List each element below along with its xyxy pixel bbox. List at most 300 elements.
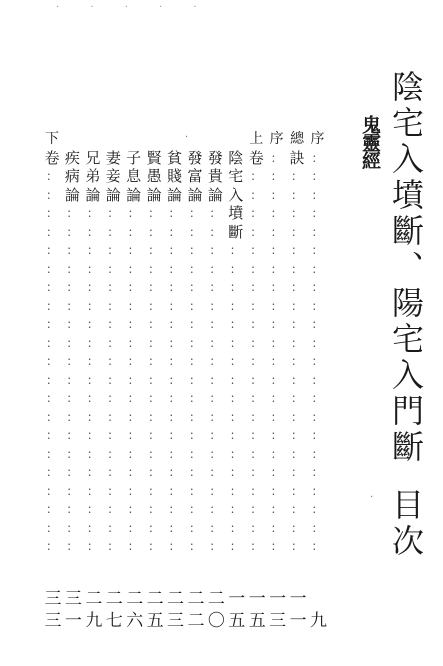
leader-dot: ： [45,243,58,257]
leader-dot: ： [66,539,79,553]
leader-dot: ： [270,354,283,368]
toc-cell [328,167,348,186]
page-number-digit: 七 [105,611,121,631]
leader-dot: ： [107,502,120,516]
leader-dot: ： [250,317,263,331]
leader-dot: ： [168,446,181,461]
leader-dot: ： [148,280,161,294]
leader-dot [328,426,348,445]
toc-cell: ： [66,224,79,239]
leader-dot: ： [66,335,79,350]
scan-noise: · · · · · [56,2,211,13]
leader-dot: ： [45,354,58,368]
leader-dot: ： [250,409,263,424]
leader-dot: ： [229,354,242,368]
toc-row [42,186,348,205]
leader-dot: ： [168,243,181,257]
toc-leader-row [42,315,348,334]
leader-dot: ： [148,317,161,331]
leader-dot: ： [291,335,304,350]
leader-dot: ： [188,372,201,387]
title-char: 陽 [387,286,425,322]
leader-dot: ： [311,261,324,276]
leader-dot: ： [188,465,201,479]
leader-dot: ： [291,391,304,405]
toc-cell: 序 [310,131,325,147]
page-number-digit: 三 [269,611,285,631]
toc-cell: 愚 [146,167,162,185]
title-char: 陰 [387,70,425,106]
leader-dot: ： [127,243,140,257]
page-number-digit: 九 [309,611,325,631]
toc-cell [124,130,144,149]
leader-dot: ： [209,409,222,424]
leader-dot: ： [209,298,222,313]
leader-dot: ： [45,502,58,516]
leader-dot: ： [168,261,181,276]
leader-dot: ： [270,539,283,553]
leader-dot: ： [86,428,99,442]
leader-dot: ： [168,483,181,498]
leader-dot: ： [229,409,242,424]
leader-dot: ： [270,483,283,498]
leader-dot: ： [188,502,201,516]
leader-dot: ： [148,298,161,313]
page-number-digit: 一 [228,589,244,609]
toc-cell: ： [45,224,58,239]
page-number-digit: 二 [207,589,223,609]
toc-cell: 論 [207,185,223,204]
leader-dot [328,315,348,334]
toc-leader-row [42,260,348,279]
toc-leader-row [42,297,348,316]
leader-dot: ： [168,354,181,368]
leader-dot: ： [229,335,242,350]
toc-cell: ： [250,224,263,239]
leader-dot: ： [209,280,222,294]
leader-dot: ： [188,428,201,442]
leader-dot: ： [188,335,201,350]
page-number-digit: 二 [105,589,121,609]
toc-cell: 卷 [44,148,60,167]
toc-cell: 子 [126,148,142,167]
leader-dot: ： [127,465,140,479]
leader-dot: ： [209,465,222,479]
leader-dot: ： [229,539,242,553]
title-char: 宅 [387,322,425,358]
leader-dot: ： [45,280,58,294]
toc-cell: ： [291,224,304,239]
leader-dot: ： [168,372,181,387]
leader-dot: ： [188,483,201,498]
leader-dot: ： [107,298,120,313]
leader-dot: ： [107,465,120,479]
toc-cell: 疾 [64,148,80,167]
chapter-title [387,70,429,560]
leader-dot: ： [250,335,263,350]
toc-cell: ： [311,187,324,202]
leader-dot: ： [311,446,324,461]
toc-cell: ： [45,169,58,183]
leader-dot: ： [86,317,99,331]
toc-cell: 發 [207,148,223,167]
leader-dot: ： [127,428,140,442]
leader-dot: ： [188,261,201,276]
toc-cell: ： [270,150,283,165]
title-char: 次 [387,524,425,560]
toc-cell [328,149,348,168]
leader-dot: ： [86,520,99,535]
leader-dot: ： [229,243,242,257]
toc-cell: ： [270,187,283,202]
leader-dot: ： [311,372,324,387]
leader-dot: ： [86,502,99,516]
page-number-digit: 三 [167,611,183,631]
leader-dot: ： [250,502,263,516]
leader-dot: ： [148,520,161,535]
toc-cell: 下 [45,131,59,147]
leader-dot: ： [45,261,58,276]
toc-cell: ： [311,206,324,220]
toc-leader-row [42,334,348,353]
toc-cell [328,223,348,242]
leader-dot: ： [270,335,283,350]
leader-dot: ： [291,539,304,553]
leader-dot [328,408,348,427]
toc-leader-row [42,500,348,519]
leader-dot: ： [291,465,304,479]
page-number-digit: 五 [228,611,244,631]
leader-dot: ： [107,261,120,276]
title-char: 目 [387,488,425,524]
leader-dot: ： [45,539,58,553]
leader-dot: ： [45,391,58,405]
leader-dot: ： [291,298,304,313]
leader-dot: ： [188,243,201,257]
toc-cell [226,130,246,149]
leader-dot: ： [107,409,120,424]
leader-dot: ： [127,317,140,331]
title-char: 、 [387,250,425,286]
leader-dot [328,297,348,316]
book-title: 鬼靈經 [359,115,381,169]
leader-dot: ： [209,354,222,368]
leader-dot: ： [311,280,324,294]
leader-dot: ： [270,465,283,479]
toc-cell: ： [168,224,181,239]
leader-dot: ： [148,354,161,368]
leader-dot: ： [270,446,283,461]
page-number-digit: 二 [126,589,142,609]
toc-cell: ： [148,206,161,220]
toc-cell [62,130,82,149]
leader-dot: ： [229,317,242,331]
leader-dot: ： [291,409,304,424]
leader-dot: ： [311,539,324,553]
page-number-digit: 二 [187,611,203,631]
leader-dot: ： [66,428,79,442]
leader-dot [328,241,348,260]
leader-dot: ： [86,391,99,405]
leader-dot: ： [250,520,263,535]
leader-dot: ： [291,446,304,461]
toc-cell: 賢 [146,148,162,167]
leader-dot: ： [250,539,263,553]
leader-dot [328,352,348,371]
leader-dot: ： [291,520,304,535]
leader-dot: ： [45,335,58,350]
leader-dot: ： [311,354,324,368]
leader-dot: ： [229,483,242,498]
leader-dot: ： [311,243,324,257]
page-number-digit: 三 [44,611,60,631]
leader-dot: ： [311,465,324,479]
leader-dot: ： [127,502,140,516]
leader-dot: ： [66,391,79,405]
toc-cell: ： [291,187,304,202]
leader-dot: ： [127,335,140,350]
toc-cell [83,130,103,149]
leader-dot: ： [209,428,222,442]
leader-dot [328,389,348,408]
leader-dot: ： [209,502,222,516]
leader-dot: ： [229,280,242,294]
toc-cell: 息 [126,167,142,185]
leader-dot: ： [209,243,222,257]
leader-dot: ： [127,372,140,387]
page-number-row-2 [42,606,348,631]
leader-dot: ： [311,298,324,313]
toc-cell: ： [45,187,58,202]
leader-dot: ： [148,243,161,257]
leader-dot: ： [148,483,161,498]
leader-dot: ： [148,409,161,424]
leader-dot: ： [107,354,120,368]
leader-dot: ： [270,520,283,535]
toc-cell: 宅 [228,167,244,185]
leader-dot: ： [168,409,181,424]
leader-dot: ： [229,502,242,516]
toc-grid [42,130,348,556]
leader-dot: ： [86,335,99,350]
title-char: 斷 [387,214,425,250]
leader-dot: ： [86,446,99,461]
leader-dot: ： [148,261,161,276]
toc-cell: 論 [64,185,80,204]
leader-dot [328,537,348,556]
leader-dot: ： [127,409,140,424]
leader-dot: ： [66,280,79,294]
leader-dot: ： [127,354,140,368]
toc-cell [165,130,185,149]
leader-dot: ： [291,372,304,387]
leader-dot: ： [148,502,161,516]
leader-dot: ： [229,261,242,276]
leader-dot: ： [270,243,283,257]
leader-dot: ： [229,446,242,461]
toc-leader-row [42,408,348,427]
toc-cell [144,130,164,149]
page-number-digit: 五 [248,611,264,631]
page-number-digit: 一 [269,589,285,609]
page-number-digit [328,606,348,631]
leader-dot: ： [250,298,263,313]
toc-leader-row [42,278,348,297]
leader-dot: ： [209,483,222,498]
leader-dot: ： [291,354,304,368]
leader-dot: ： [291,317,304,331]
toc-cell: 卷 [248,148,264,167]
leader-dot: ： [270,428,283,442]
toc-cell: ： [209,206,222,220]
leader-dot: ： [168,391,181,405]
toc-row [42,167,348,186]
leader-dot: ： [168,335,181,350]
toc-cell: ： [311,169,324,183]
leader-dot: ： [250,428,263,442]
toc-cell: 墳 [228,204,244,222]
leader-dot: ： [127,446,140,461]
leader-dot: ： [148,428,161,442]
toc-cell: ： [188,206,201,220]
toc-cell: ： [168,206,181,220]
leader-dot: ： [250,372,263,387]
toc-cell: ： [209,224,222,239]
page-number-digit: 二 [146,589,162,609]
page-number-digit: 〇 [207,611,223,631]
leader-dot: ： [270,317,283,331]
toc-leader-row [42,371,348,390]
toc-cell [328,204,348,223]
scan-mark: · [370,492,374,503]
leader-dot [328,278,348,297]
leader-dot: ： [209,317,222,331]
page-number-digit: 三 [64,589,80,609]
leader-dot [328,500,348,519]
leader-dot: ： [250,261,263,276]
leader-dot: ： [148,465,161,479]
leader-dot: ： [311,502,324,516]
leader-dot: ： [45,409,58,424]
leader-dot: ： [107,317,120,331]
toc-cell: ： [127,224,140,239]
leader-dot: ： [188,391,201,405]
leader-dot: ： [127,298,140,313]
toc-cell: ： [86,206,99,220]
leader-dot: ： [229,428,242,442]
leader-dot: ： [311,409,324,424]
leader-dot: ： [86,243,99,257]
toc-cell: 發 [187,148,203,167]
leader-dot: ： [86,409,99,424]
leader-dot: ： [311,520,324,535]
toc-leader-row [42,389,348,408]
toc-leader-row [42,537,348,556]
leader-dot: ： [188,280,201,294]
title-char: 宅 [387,106,425,142]
leader-dot: ： [45,446,58,461]
toc-cell [328,130,348,149]
leader-dot: ： [66,483,79,498]
leader-dot: ： [311,428,324,442]
toc-cell: 弟 [85,167,101,185]
leader-dot: ： [107,483,120,498]
leader-dot: ： [270,502,283,516]
leader-dot: ： [148,335,161,350]
toc-cell: 貴 [207,167,223,185]
leader-dot [328,334,348,353]
toc-cell: 論 [85,185,101,204]
scan-mark: · [185,132,189,143]
title-char: 門 [387,394,425,430]
leader-dot: ： [127,483,140,498]
leader-dot: ： [188,539,201,553]
leader-dot: ： [209,520,222,535]
leader-dot: ： [66,354,79,368]
toc-leader-row [42,519,348,538]
leader-dot: ： [209,391,222,405]
leader-dot: ： [311,317,324,331]
leader-dot: ： [209,446,222,461]
toc-cell: 病 [64,167,80,185]
leader-dot: ： [86,261,99,276]
leader-dot: ： [229,372,242,387]
leader-dot: ： [188,409,201,424]
toc-cell: 訣 [289,148,305,167]
toc-leader-row [42,426,348,445]
leader-dot: ： [148,372,161,387]
toc-cell: ： [45,206,58,220]
leader-dot: ： [188,520,201,535]
leader-dot [328,260,348,279]
toc-cell: 富 [187,167,203,185]
leader-dot: ： [45,520,58,535]
title-char: 入 [387,142,425,178]
leader-dot: ： [148,391,161,405]
leader-dot: ： [66,317,79,331]
title-char: 入 [387,358,425,394]
leader-dot: ： [250,354,263,368]
leader-dot: ： [127,261,140,276]
toc-cell: 序 [269,131,284,147]
title-char: 墳 [387,178,425,214]
title-char: 斷 [387,430,425,466]
toc-cell: ： [66,206,79,220]
leader-dot: ： [270,372,283,387]
leader-dot [328,482,348,501]
toc-cell: ： [107,206,120,220]
leader-dot: ： [250,465,263,479]
page-number-digit: 六 [126,611,142,631]
toc-cell: 論 [126,185,142,204]
toc-row [42,204,348,223]
leader-dot: ： [66,261,79,276]
page-number-digit: 二 [167,589,183,609]
toc-cell: ： [127,206,140,220]
toc-leader-row [42,445,348,464]
leader-dot: ： [311,483,324,498]
toc-cell: 貧 [167,148,183,167]
toc-cell: ： [188,224,201,239]
leader-dot: ： [209,261,222,276]
leader-dot: ： [127,539,140,553]
toc-leader-row [42,352,348,371]
toc-cell: 上 [249,131,264,147]
toc-cell: 斷 [228,222,244,241]
leader-dot: ： [66,520,79,535]
page-number-digit: 三 [44,589,60,609]
leader-dot: ： [250,446,263,461]
